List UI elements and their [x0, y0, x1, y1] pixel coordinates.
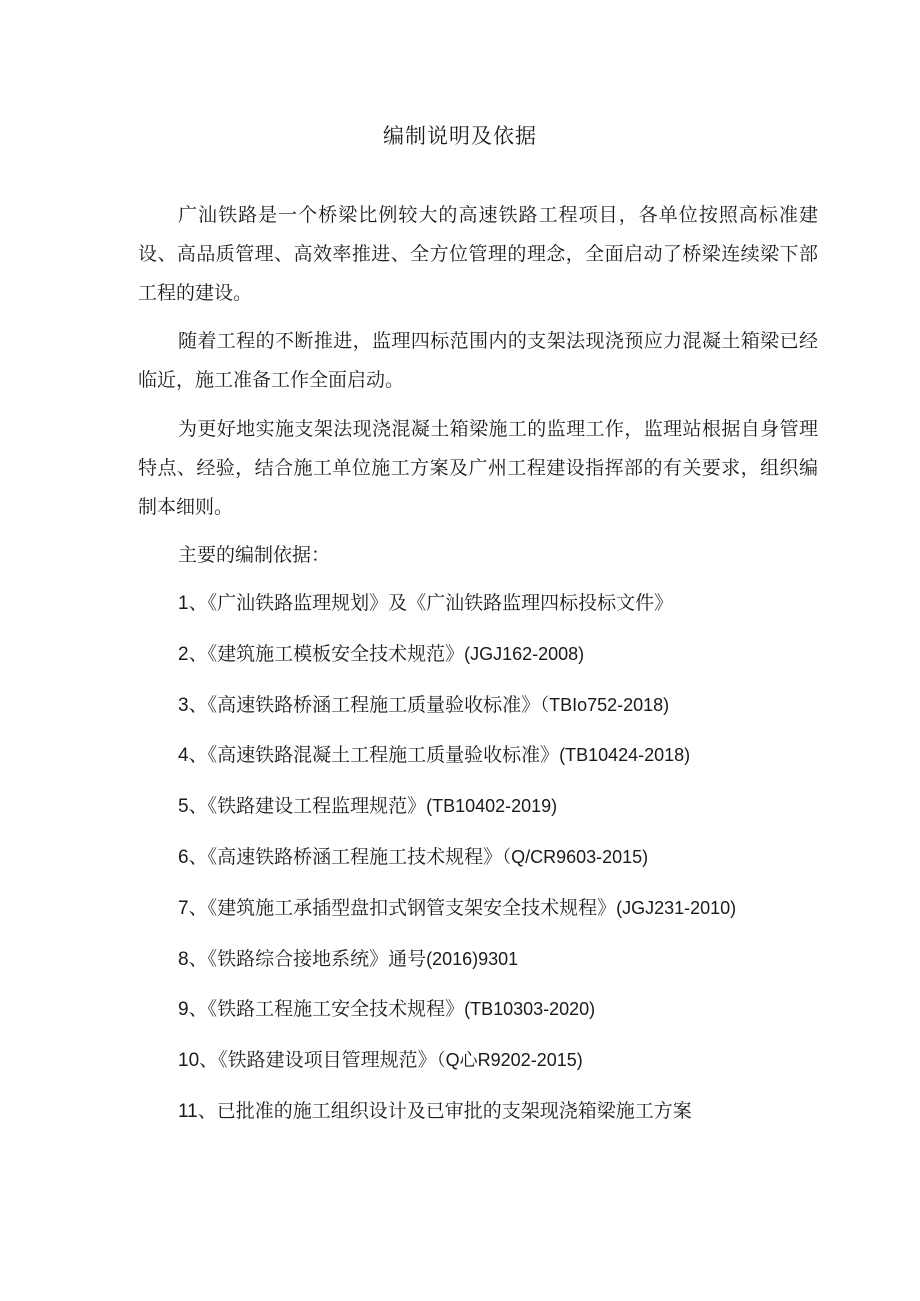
- paragraph-purpose: 为更好地实施支架法现浇混凝土箱梁施工的监理工作，监理站根据自身管理特点、经验，结合施工单位施工方案及广州工程建设指挥部的有关要求，组织编制本细则。: [138, 418, 818, 518]
- reference-number: 2、: [178, 643, 208, 665]
- reference-number: 10、: [178, 1050, 219, 1072]
- reference-item: [178, 737, 838, 788]
- reference-code: (TB10402-2019): [426, 796, 558, 817]
- reference-item: [178, 941, 838, 992]
- paragraph-progress: 随着工程的不断推进，监理四标范围内的支架法现浇预应力混凝土箱梁已经临近，施工准备工作全面启动。: [138, 330, 818, 391]
- reference-number: 9、: [178, 999, 208, 1021]
- reference-number: 8、: [178, 948, 208, 970]
- reference-item: [178, 585, 838, 636]
- reference-number: 4、: [178, 745, 208, 767]
- reference-code: (TB10424-2018): [559, 745, 691, 766]
- reference-item: [178, 991, 838, 1042]
- reference-item: [178, 890, 838, 941]
- reference-title: 《铁路建设工程监理规范》: [207, 795, 427, 818]
- reference-title: 《广汕铁路监理规划》及《广汕铁路监理四标投标文件》: [207, 592, 674, 614]
- reference-code: (TB10303-2020): [464, 999, 596, 1020]
- page-title: 编制说明及依据: [383, 124, 537, 148]
- reference-code: （TBIo752-2018): [540, 694, 670, 715]
- reference-item: [178, 687, 838, 738]
- reference-title: 已批准的施工组织设计及已审批的支架现浇箱梁施工方案: [216, 1099, 692, 1122]
- reference-item: [178, 1042, 838, 1093]
- reference-code: (2016)9301: [426, 948, 519, 969]
- reference-code: （Q/CR9603-2015): [502, 846, 649, 867]
- reference-code: （Q心R9202-2015): [436, 1050, 583, 1071]
- reference-item: [178, 636, 838, 687]
- reference-title: 《高速铁路混凝土工程施工质量验收标准》: [207, 744, 560, 767]
- paragraph-basis-heading: 主要的编制依据：: [178, 544, 331, 566]
- reference-title: 《高速铁路桥涵工程施工技术规程》: [207, 845, 503, 868]
- reference-item: [178, 839, 838, 890]
- reference-item: [178, 1093, 838, 1144]
- paragraph-intro: 广汕铁路是一个桥梁比例较大的高速铁路工程项目，各单位按照高标准建设、高品质管理、高效率推进、全方位管理的理念，全面启动了桥梁连续梁下部工程的建设。: [138, 204, 818, 304]
- reference-number: 11、: [178, 1100, 217, 1122]
- reference-number: 5、: [178, 796, 208, 818]
- reference-number: 6、: [178, 846, 208, 868]
- reference-item: [178, 788, 838, 839]
- reference-number: 7、: [178, 897, 208, 919]
- reference-title: 《铁路综合接地系统》通号: [207, 947, 427, 970]
- reference-title: 《铁路工程施工安全技术规程》: [207, 998, 465, 1021]
- reference-list: [178, 585, 838, 1144]
- reference-title: 《高速铁路桥涵工程施工质量验收标准》: [207, 693, 541, 716]
- reference-code: (JGJ231-2010): [616, 897, 737, 918]
- reference-number: 1、: [178, 593, 208, 614]
- reference-title: 《铁路建设项目管理规范》: [218, 1049, 437, 1072]
- reference-number: 3、: [178, 694, 208, 716]
- reference-title: 《建筑施工承插型盘扣式钢管支架安全技术规程》: [207, 896, 617, 919]
- reference-code: (JGJ162-2008): [464, 643, 585, 664]
- reference-title: 《建筑施工模板安全技术规范》: [207, 642, 465, 665]
